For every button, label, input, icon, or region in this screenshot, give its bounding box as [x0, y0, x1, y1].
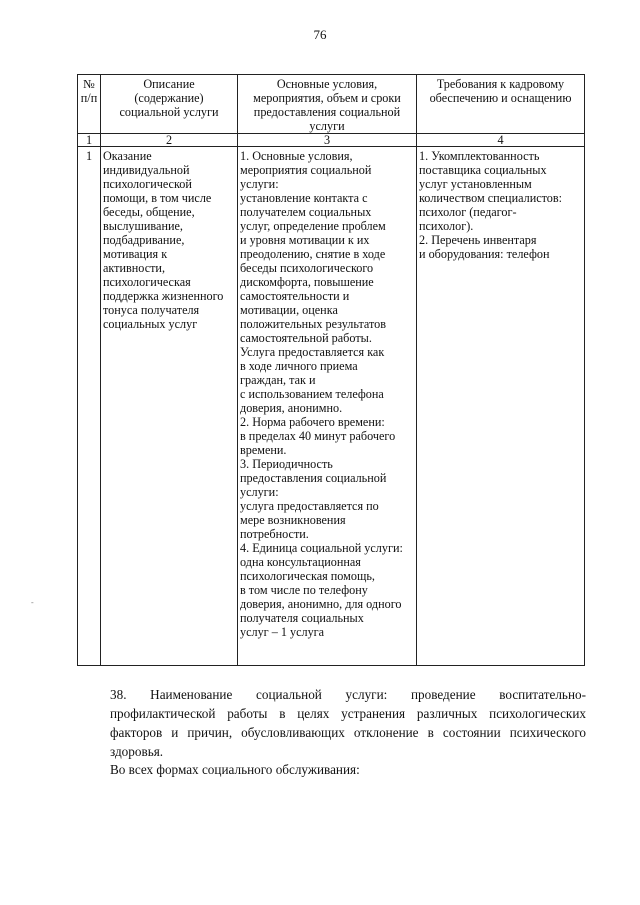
text-line: мероприятия социальной: [240, 163, 372, 177]
text-line: предоставления социальной: [240, 471, 387, 485]
row-number: 1: [78, 147, 101, 666]
text-line: психологическая: [103, 275, 191, 289]
text-line: 3. Периодичность: [240, 457, 333, 471]
header-requirements: [417, 75, 585, 134]
service-forms-paragraph: Во всех формах социального обслуживания:: [110, 762, 360, 777]
item-38-paragraph: [76, 685, 586, 761]
column-number: 3: [238, 134, 417, 147]
text-line: 1. Укомплектованность: [419, 149, 540, 163]
text-line: самостоятельной работы.: [240, 331, 372, 345]
text-line: мотивации, оценка: [240, 303, 338, 317]
text-line: установление контакта с: [240, 191, 368, 205]
column-numbers-row: [78, 134, 585, 147]
text-line: услуг – 1 услуга: [240, 625, 325, 639]
text-line: поставщика социальных: [419, 163, 547, 177]
text-line: 2. Норма рабочего времени:: [240, 415, 385, 429]
page-number: 76: [313, 27, 327, 42]
text-line: 38. Наименование социальной услуги: проведение воспитательно-: [110, 687, 586, 702]
text-line: обеспечению и оснащению: [429, 91, 572, 105]
header-description: [101, 75, 238, 134]
text-line: индивидуальной: [103, 163, 190, 177]
staff-requirements: [417, 147, 585, 666]
text-line: услуги:: [240, 177, 279, 191]
text-line: предоставления социальной: [253, 105, 401, 119]
column-number: 4: [417, 134, 585, 147]
text-line: социальной услуги: [119, 105, 219, 119]
text-line: количеством специалистов:: [419, 191, 563, 205]
text-line: психологической: [103, 177, 192, 191]
column-number: 2: [101, 134, 238, 147]
text-line: профилактической работы в целях устранения различных психологических: [110, 706, 586, 721]
text-line: мере возникновения: [240, 513, 346, 527]
text-line: Услуга предоставляется как: [240, 345, 385, 359]
text-line: тонуса получателя: [103, 303, 200, 317]
text-line: получателем социальных: [240, 205, 372, 219]
text-line: услуг, определение проблем: [240, 219, 386, 233]
table-row: [78, 147, 585, 666]
text-line: факторов и причин, обусловливающих отклонение в состоянии психического: [110, 725, 586, 740]
text-line: психолог (педагог-: [419, 205, 517, 219]
service-description: [101, 147, 238, 666]
text-line: здоровья.: [110, 744, 164, 759]
margin-mark: -: [31, 598, 34, 607]
text-line: 2. Перечень инвентаря: [419, 233, 537, 247]
text-line: беседы психологического: [240, 261, 374, 275]
text-line: доверия, анонимно.: [240, 401, 343, 415]
text-line: преодолению, снятие в ходе: [240, 247, 386, 261]
text-line: дискомфорта, повышение: [240, 275, 374, 289]
text-line: получателя социальных: [240, 611, 364, 625]
service-conditions: [238, 147, 417, 666]
text-line: (содержание): [134, 91, 204, 105]
text-line: Основные условия,: [276, 77, 378, 91]
text-line: услуги:: [240, 485, 279, 499]
text-line: в том числе по телефону: [240, 583, 368, 597]
text-line: №: [83, 77, 95, 91]
text-line: потребности.: [240, 527, 309, 541]
text-line: граждан, так и: [240, 373, 316, 387]
text-line: в пределах 40 минут рабочего: [240, 429, 396, 443]
text-line: поддержка жизненного: [103, 289, 224, 303]
text-line: подбадривание,: [103, 233, 185, 247]
table-header-row: [78, 75, 585, 134]
text-line: времени.: [240, 443, 287, 457]
text-line: активности,: [103, 261, 165, 275]
text-line: мотивация к: [103, 247, 168, 261]
text-line: п/п: [80, 91, 98, 105]
header-number: [78, 75, 101, 134]
text-line: положительных результатов: [240, 317, 387, 331]
text-line: мероприятия, объем и сроки: [253, 91, 401, 105]
text-line: услуги: [309, 119, 345, 133]
text-line: Описание: [143, 77, 195, 91]
text-line: с использованием телефона: [240, 387, 384, 401]
text-line: Требования к кадровому: [436, 77, 565, 91]
text-line: психологическая помощь,: [240, 569, 375, 583]
services-table: [77, 74, 585, 666]
text-line: помощи, в том числе: [103, 191, 212, 205]
text-line: услуга предоставляется по: [240, 499, 379, 513]
text-line: и оборудования: телефон: [419, 247, 550, 261]
text-line: и уровня мотивации к их: [240, 233, 370, 247]
text-line: одна консультационная: [240, 555, 361, 569]
column-number: 1: [78, 134, 101, 147]
text-line: выслушивание,: [103, 219, 183, 233]
text-line: самостоятельности и: [240, 289, 350, 303]
text-line: Оказание: [103, 149, 152, 163]
text-line: 4. Единица социальной услуги:: [240, 541, 403, 555]
text-line: услуг установленным: [419, 177, 532, 191]
text-line: в ходе личного приема: [240, 359, 358, 373]
text-line: беседы, общение,: [103, 205, 195, 219]
header-conditions: [238, 75, 417, 134]
text-line: доверия, анонимно, для одного: [240, 597, 402, 611]
text-line: психолог).: [419, 219, 474, 233]
text-line: 1. Основные условия,: [240, 149, 353, 163]
text-line: социальных услуг: [103, 317, 198, 331]
